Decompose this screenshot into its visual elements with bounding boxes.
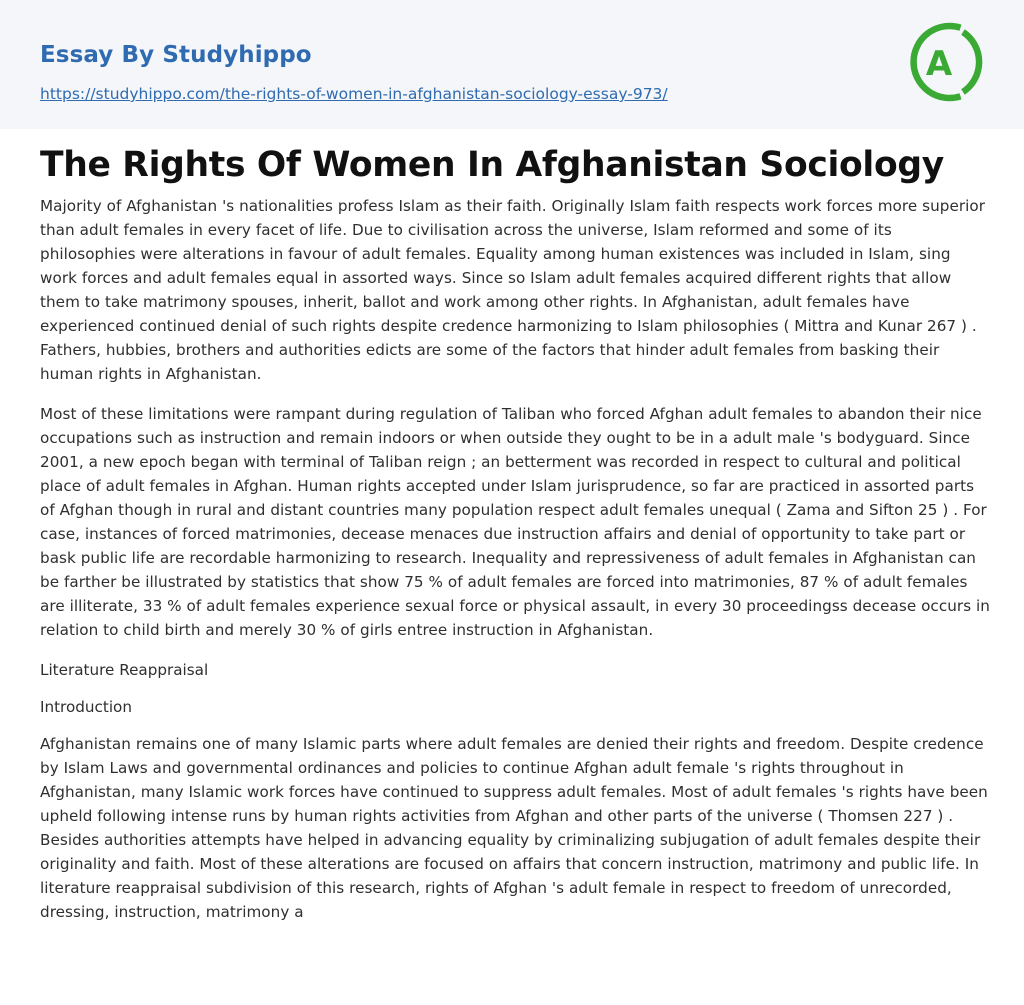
essay-url-link[interactable]: https://studyhippo.com/the-rights-of-women-in-afghanistan-sociology-essay-973/ bbox=[40, 85, 668, 103]
site-header bbox=[0, 0, 1024, 129]
essay-paragraph-1: Majority of Afghanistan 's nationalities profess Islam as their faith. Originally Islam faith respects work forces more superior than adult females in every facet of life. Due to civilisation across the universe, Islam reformed and some of its philosophies were alterations in favour of adult females. Equality among human existences was included in Islam, sing work forces and adult females equal in assorted ways. Since so Islam adult females acquired different rights that allow them to take matrimony spouses, inherit, ballot and work among other rights. In Afghanistan, adult females have experienced continued denial of such rights despite credence harmonizing to Islam philosophies ( Mittra and Kunar 267 ) . Fathers, hubbies, brothers and authorities edicts are some of the factors that hinder adult females from basking their human rights in Afghanistan. bbox=[40, 197, 986, 383]
section-heading-introduction: Introduction bbox=[40, 698, 132, 716]
section-heading-literature-reappraisal: Literature Reappraisal bbox=[40, 661, 209, 679]
essay-paragraph-2: Most of these limitations were rampant during regulation of Taliban who forced Afghan adult females to abandon their nice occupations such as instruction and remain indoors or when outside they ought to be in a adult male 's bodyguard. Since 2001, a new epoch began with terminal of Taliban reign ; an betterment was recorded in respect to cultural and political place of adult females in Afghan. Human rights accepted under Islam jurisprudence, so far are practiced in assorted parts of Afghan though in rural and distant countries many population respect adult females unequal ( Zama and Sifton 25 ) . For case, instances of forced matrimonies, decease menaces due instruction affairs and denial of opportunity to take part or bask public life are recordable harmonizing to research. Inequality and repressiveness of adult females in Afghanistan can be farther be illustrated by statistics that show 75 % of adult females are forced into matrimonies, 87 % of adult females are illiterate, 33 % of adult females experience sexual force or physical assault, in every 30 proceedingss decease occurs in relation to child birth and merely 30 % of girls entree instruction in Afghanistan. bbox=[40, 405, 990, 639]
studyhippo-logo-icon[interactable] bbox=[906, 18, 986, 106]
page-title: The Rights Of Women In Afghanistan Sociology bbox=[40, 145, 944, 185]
essay-paragraph-3: Afghanistan remains one of many Islamic parts where adult females are denied their rights and freedom. Despite credence by Islam Laws and governmental ordinances and policies to continue Afghan adult female 's rights throughout in Afghanistan, many Islamic work forces have continued to suppress adult females. Most of adult females 's rights have been upheld following intense runs by human rights activities from Afghan and other parts of the universe ( Thomsen 227 ) . Besides authorities attempts have helped in advancing equality by criminalizing subjugation of adult females despite their originality and faith. Most of these alterations are focused on affairs that concern instruction, matrimony and public life. In literature reappraisal subdivision of this research, rights of Afghan 's adult female in respect to freedom of unrecorded, dressing, instruction, matrimony a bbox=[40, 735, 988, 921]
essay-body bbox=[40, 194, 990, 924]
logo-letter: A bbox=[925, 44, 953, 84]
site-brand[interactable]: Essay By Studyhippo bbox=[40, 42, 312, 68]
